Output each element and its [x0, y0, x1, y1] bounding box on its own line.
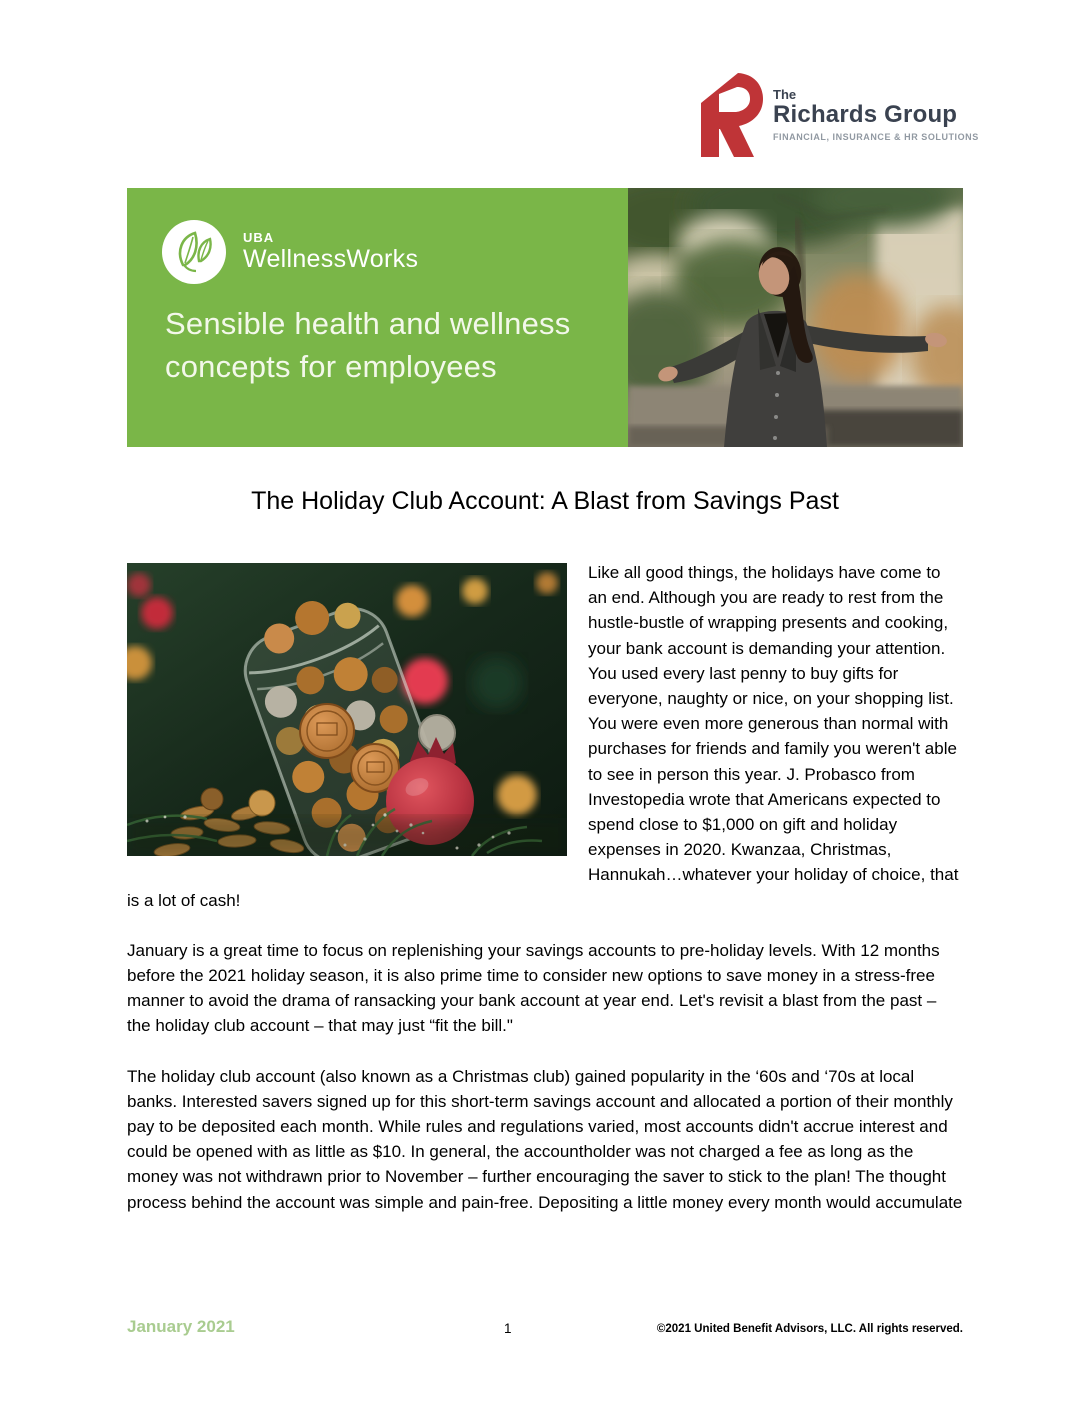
paragraph-2: January is a great time to focus on replenishing your savings accounts to pre-holiday levels. With 12 months before the 2021 holiday season, it is also prime time to consider new options to save money in a stress-free manner to avoid the drama of ransacking your bank account at year end. Let's revisit a blast from the past – the holiday club account – that may just “fit the bill."	[127, 940, 940, 1036]
logo-tagline: FINANCIAL, INSURANCE & HR SOLUTIONS	[773, 131, 979, 142]
coins-jar-photo	[127, 563, 567, 856]
uba-wellnessworks-brand	[162, 220, 418, 284]
banner-tagline-line1: Sensible health and wellness	[165, 306, 571, 341]
brand-org: UBA	[243, 229, 275, 245]
footer-date: January 2021	[127, 1317, 235, 1336]
brand-product: WellnessWorks	[243, 245, 419, 274]
brand-text	[243, 230, 418, 274]
richards-group-logo-r-icon	[692, 72, 764, 158]
richards-group-logo-text	[773, 72, 979, 158]
footer-page-number: 1	[504, 1321, 512, 1336]
article-body	[127, 560, 963, 1240]
banner-photo-woman	[628, 188, 963, 447]
logo-name: Richards Group	[773, 101, 958, 128]
paragraph-1: Like all good things, the holidays have come to an end. Although you are ready to rest from the hustle-bustle of wrapping presents and cooking, your bank account is demanding your attention. You used every last penny to buy gifts for everyone, naughty or nice, on your shopping list. You were even more generous than normal with purchases for friends and family you weren't able to see in person this year. J. Probasco from Investopedia wrote that Americans expected to spend close to $1,000 on gift and holiday expenses in 2020. Kwanzaa, Christmas, Hannukah…whatever your holiday of choice, that is a lot of cash!	[127, 563, 959, 910]
leaf-icon	[162, 220, 226, 284]
banner-tagline	[165, 302, 570, 388]
article-title: The Holiday Club Account: A Blast from Savings Past	[251, 487, 839, 515]
wellnessworks-banner	[127, 188, 963, 447]
banner-tagline-line2: concepts for employees	[165, 349, 497, 384]
paragraph-3: The holiday club account (also known as a Christmas club) gained popularity in the ‘60s and ‘70s at local banks. Interested savers signed up for this short-term savings account and allocated a portion of their monthly pay to be deposited each month. While rules and regulations varied, most accounts didn't accrue interest and could be opened with as little as $10. In general, the accountholder was not charged a fee as long as the money was not withdrawn prior to November – further encouraging the saver to stick to the plan! The thought process behind the account was simple and pain-free. Depositing a little money every month would accumulate	[127, 1066, 963, 1212]
logo-the: The	[773, 87, 797, 102]
richards-group-logo	[692, 72, 979, 158]
footer-copyright: ©2021 United Benefit Advisors, LLC. All rights reserved.	[656, 1323, 963, 1335]
